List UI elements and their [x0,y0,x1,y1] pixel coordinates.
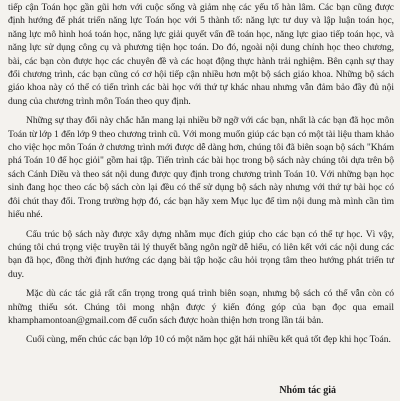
paragraph-feedback: Mặc dù các tác giả rất cẩn trọng trong quá trình biên soạn, nhưng bộ sách có thể vẫn còn có những thiếu sót. Chúng tôi mong nhận được ý kiến đóng góp của bạn đọc qua email khamphamontoan@gmail.com để cuốn sách được hoàn thiện hơn trong lần tái bản. [8,288,394,326]
paragraph-changes: Những sự thay đổi này chắc hẳn mang lại nhiều bỡ ngỡ với các bạn, nhất là các bạn đã học môn Toán từ lớp 1 đến lớp 9 theo chương trình cũ. Với mong muốn giúp các bạn có một tài liệu tham khảo cho việc học môn Toán ở chương trình mới được dễ dàng hơn, chúng tôi đã biên soạn bộ sách "Khám phá Toán 10 để học giỏi" gồm hai tập. Tiến trình các bài học trong bộ sách này chúng tôi dựa trên bộ sách Cánh Diều và theo sát nội dung được quy định trong chương trình Toán 10. Với những bạn học sinh đang học theo các bộ sách còn lại đều có thể sử dụng bộ sách này nhưng với thứ tự bài học có đôi chút thay đổi. Trong trường hợp đó, các bạn hãy xem Mục lục để tìm nội dung mà mình cần tìm hiểu nhé. [8,115,394,221]
document-page [0,1,400,401]
paragraph-intro: tiếp cận Toán học gần gũi hơn với cuộc sống và giảm nhẹ các yếu tố hàn lâm. Các bạn cũng được định hướng để phát triển năng lực Toán học với 5 thành tố: năng lực tư duy và lập luận toán học, năng lực mô hình hoá toán học, năng lực giải quyết vấn đề toán học, năng lực giao tiếp toán học, và năng lực sử dụng công cụ và phương tiện học toán. Do đó, ngoài nội dung chính học theo chương, bài, các bạn còn được học các chuyên đề và các hoạt động thực hành trải nghiệm. Bên cạnh sự thay đổi chương trình, các bạn cũng có cơ hội tiếp cận nhiều hơn một bộ sách giáo khoa. Những bộ sách giáo khoa này có thể có tiến trình các bài học với thứ tự khác nhau nhưng vẫn đảm bảo đầy đủ nội dung của chương trình môn Toán theo quy định. [8,2,394,107]
paragraph-structure: Cấu trúc bộ sách này được xây dựng nhằm mục đích giúp cho các bạn có thể tự học. Vì vậy, chúng tôi chú trọng việc truyền tải lý thuyết bằng ngôn ngữ dễ hiểu, có liên kết với các nội dung các bạn đã học, đồng thời định hướng các dạng bài tập hoặc câu hỏi trọng tâm theo hướng phát triển tư duy. [8,228,394,280]
paragraph-closing: Cuối cùng, mến chúc các bạn lớp 10 có một năm học gặt hái nhiều kết quả tốt đẹp khi học Toán. [26,334,391,346]
signature: Nhóm tác giả [279,385,336,396]
